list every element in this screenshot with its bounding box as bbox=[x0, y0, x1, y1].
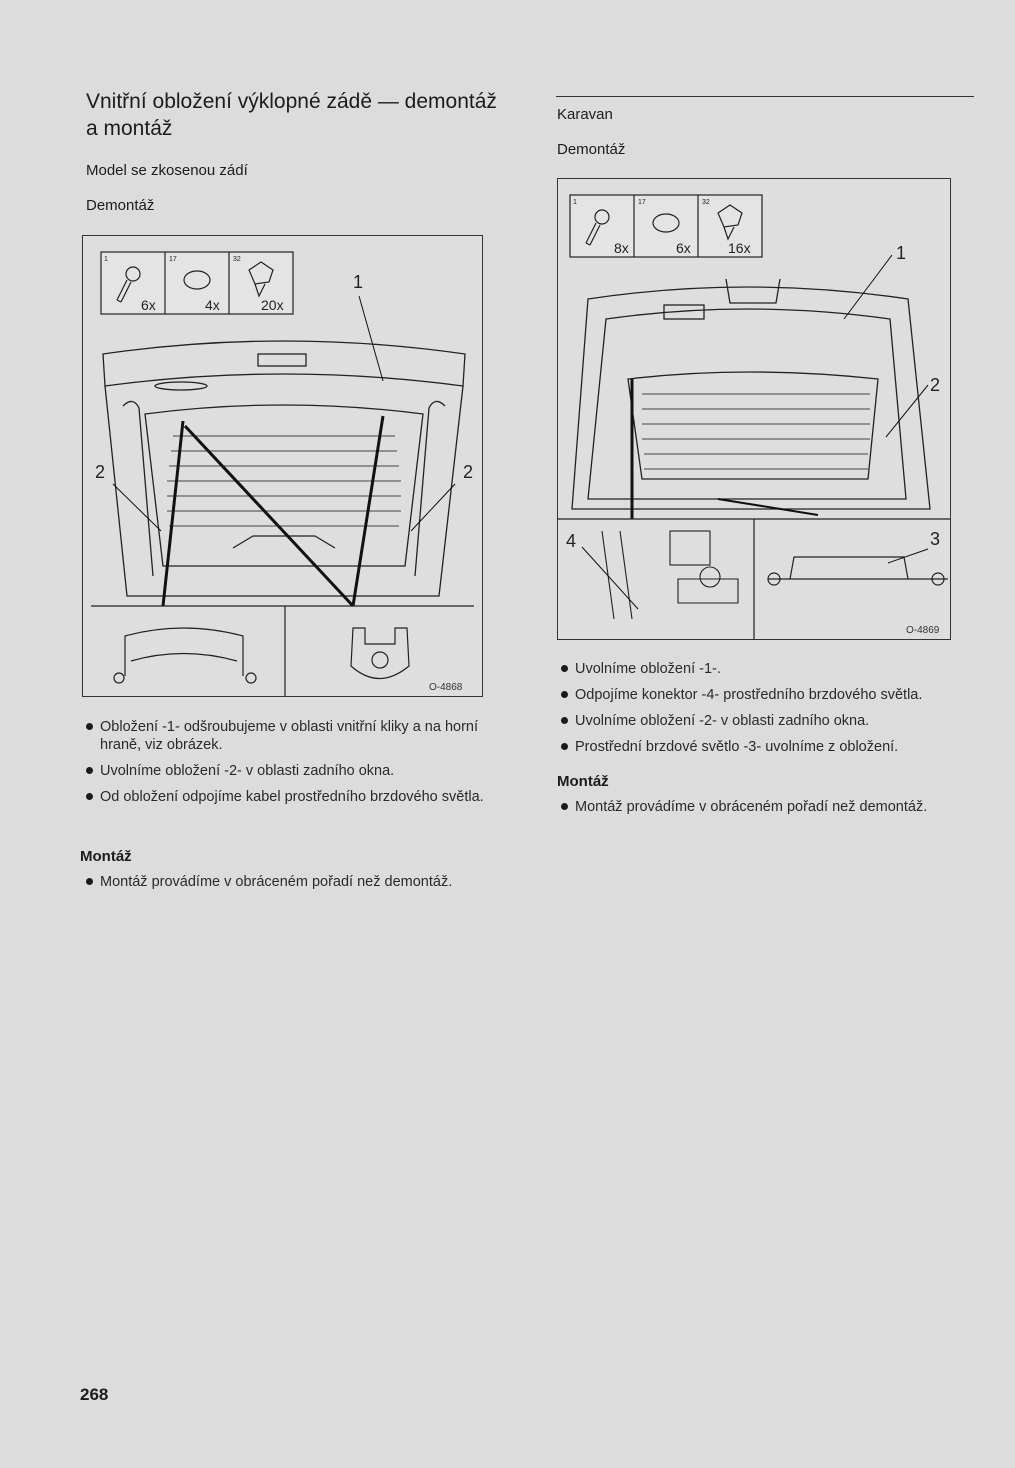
estate-tailgate-drawing bbox=[558, 179, 950, 639]
section-karavan: Karavan bbox=[557, 106, 613, 123]
right-montaz-heading: Montáž bbox=[557, 773, 609, 790]
callout-2-right: 2 bbox=[463, 462, 474, 482]
hatchback-tailgate-drawing bbox=[83, 236, 482, 696]
part-count-1: 6x bbox=[141, 297, 156, 313]
left-demontaz-heading: Demontáž bbox=[86, 197, 155, 214]
step-item: Uvolníme obložení -1-. bbox=[561, 660, 991, 678]
callout-2: 2 bbox=[930, 375, 941, 395]
page-title: Vnitřní obložení výklopné zádě — demontáž a montáž bbox=[86, 90, 497, 140]
callout-4: 4 bbox=[566, 531, 577, 551]
montaz-step: Montáž provádíme v obráceném pořadí než demontáž. bbox=[86, 873, 516, 891]
part-count-17: 6x bbox=[676, 240, 691, 256]
part-count-32: 20x bbox=[261, 297, 284, 313]
callout-2-left: 2 bbox=[95, 462, 106, 482]
right-steps-list bbox=[561, 660, 991, 764]
figure-estate bbox=[557, 178, 951, 640]
callout-1: 1 bbox=[353, 272, 364, 292]
step-item: Uvolníme obložení -2- v oblasti zadního okna. bbox=[561, 712, 991, 730]
part-ref-17: 17 bbox=[169, 256, 177, 263]
step-item: Prostřední brzdové světlo -3- uvolníme z obložení. bbox=[561, 738, 991, 756]
model-subtitle: Model se zkosenou zádí bbox=[86, 162, 248, 179]
page-number: 268 bbox=[80, 1385, 109, 1404]
callout-1: 1 bbox=[896, 243, 907, 263]
brake-light-detail bbox=[114, 628, 256, 683]
connector-detail bbox=[582, 531, 738, 619]
left-steps-list bbox=[86, 718, 506, 814]
part-count-32: 16x bbox=[728, 240, 751, 256]
part-ref-1: 1 bbox=[573, 199, 577, 206]
step-item: Odpojíme konektor -4- prostředního brzdového světla. bbox=[561, 686, 991, 704]
left-montaz-list bbox=[86, 873, 516, 899]
brake-light-detail bbox=[768, 549, 948, 585]
right-demontaz-heading: Demontáž bbox=[557, 141, 626, 158]
window-lines bbox=[642, 394, 870, 469]
part-count-17: 4x bbox=[205, 297, 220, 313]
callout-3: 3 bbox=[930, 529, 941, 549]
part-ref-32: 32 bbox=[702, 199, 710, 206]
figure-hatchback bbox=[82, 235, 483, 697]
part-ref-17: 17 bbox=[638, 199, 646, 206]
tailgate-outline bbox=[103, 341, 465, 596]
part-ref-1: 1 bbox=[104, 256, 108, 263]
step-item: Od obložení odpojíme kabel prostředního brzdového světla. bbox=[86, 788, 506, 806]
step-item: Obložení -1- odšroubujeme v oblasti vnitřní kliky a na horní hraně, viz obrázek. bbox=[86, 718, 506, 754]
figure-code-left: O-4868 bbox=[429, 682, 463, 693]
right-montaz-list bbox=[561, 798, 1001, 824]
montaz-step: Montáž provádíme v obráceném pořadí než demontáž. bbox=[561, 798, 1001, 816]
section-rule bbox=[556, 96, 974, 97]
left-montaz-heading: Montáž bbox=[80, 848, 132, 865]
clip-detail bbox=[351, 628, 409, 679]
step-item: Uvolníme obložení -2- v oblasti zadního okna. bbox=[86, 762, 506, 780]
figure-code-right: O-4869 bbox=[906, 625, 940, 636]
window-lines bbox=[167, 436, 401, 526]
part-count-1: 8x bbox=[614, 240, 629, 256]
part-ref-32: 32 bbox=[233, 256, 241, 263]
